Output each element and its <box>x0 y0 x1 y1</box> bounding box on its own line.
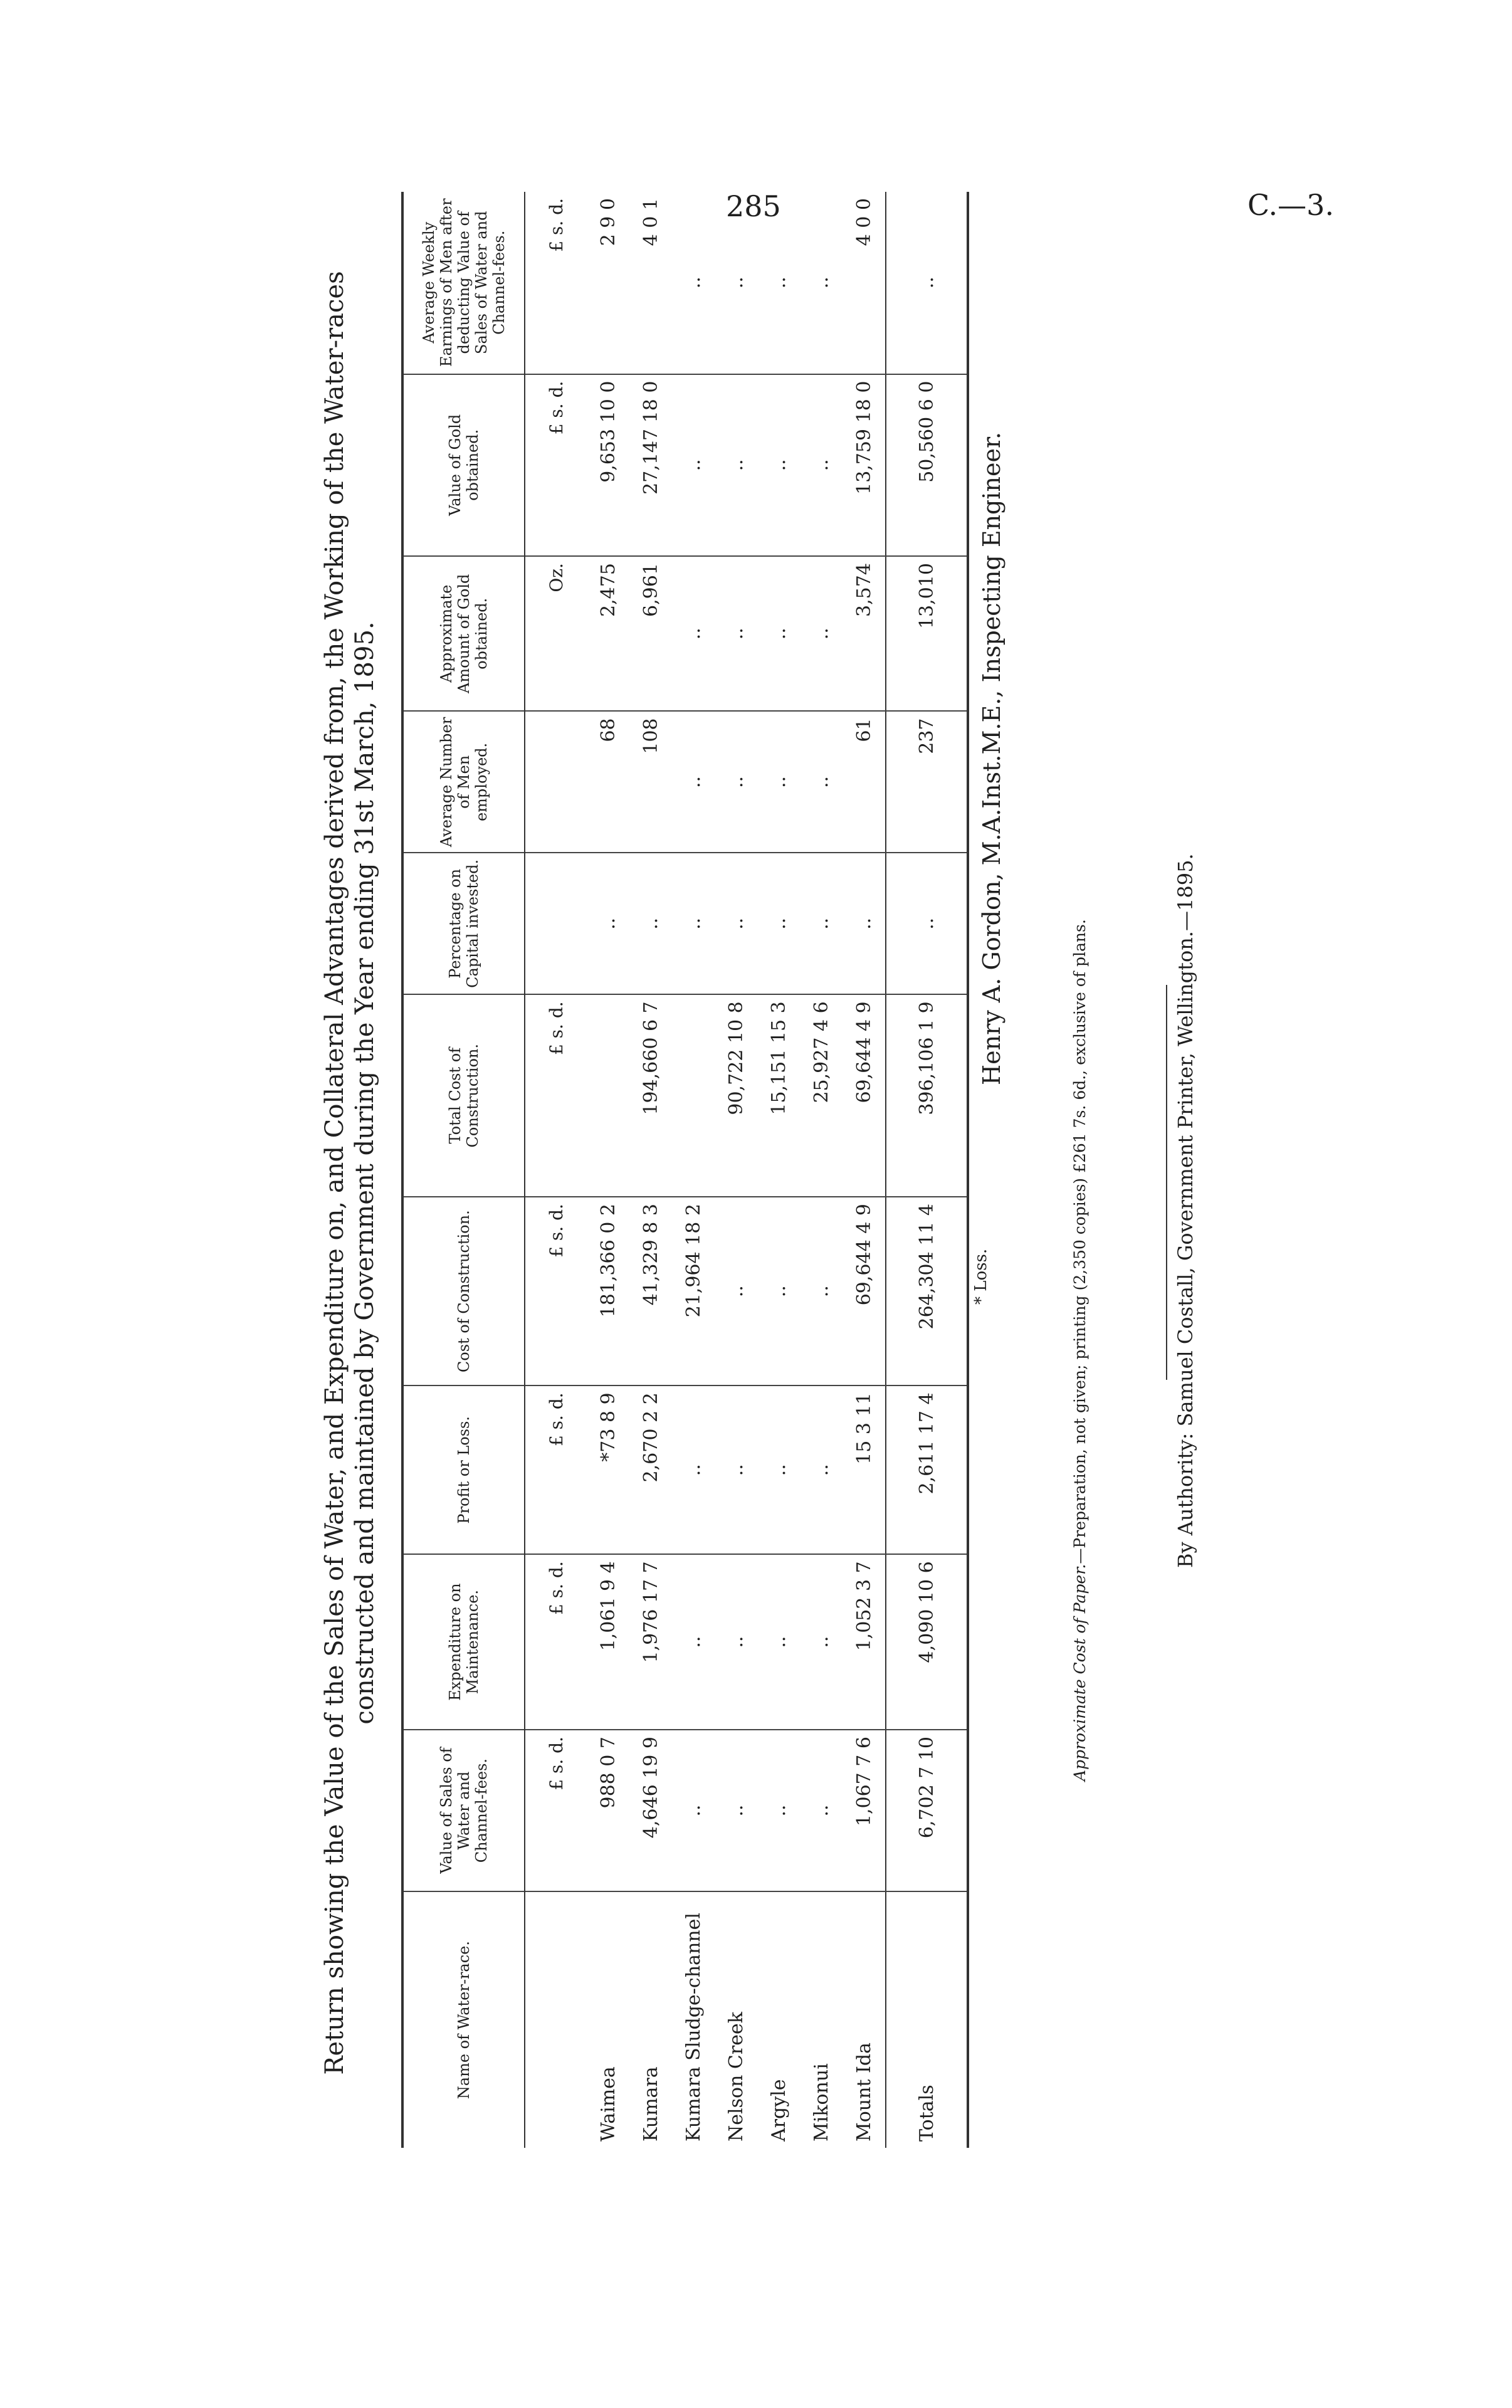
unit-cell: Oz. <box>525 556 587 711</box>
table-cell: .. <box>715 374 757 556</box>
signature: Henry A. Gordon, M.A.Inst.M.E., Inspecting Engineer. <box>978 431 1005 1085</box>
unit-cell <box>525 853 587 994</box>
totals-cell: 50,560 6 0 <box>886 374 968 556</box>
totals-cell: .. <box>886 192 968 374</box>
table-cell: .. <box>672 711 715 853</box>
table-cell: .. <box>715 711 757 853</box>
column-header: Name of Water-race. <box>402 1891 525 2148</box>
table-row <box>757 192 800 2148</box>
table-cell: .. <box>800 1554 843 1730</box>
table-cell: .. <box>587 853 629 994</box>
table-cell: 2,475 <box>587 556 629 711</box>
unit-cell: £ s. d. <box>525 192 587 374</box>
column-header: Value of Sales of Water and Channel-fees. <box>402 1730 525 1891</box>
table-cell: .. <box>800 192 843 374</box>
totals-cell: .. <box>886 853 968 994</box>
table-row <box>715 192 757 2148</box>
table-cell: .. <box>715 1730 757 1891</box>
unit-cell <box>525 711 587 853</box>
table-cell: .. <box>757 1385 800 1554</box>
table-cell: .. <box>800 1197 843 1385</box>
water-race-name: Mount Ida <box>853 2043 875 2142</box>
page-number: 285 <box>726 189 781 223</box>
table-cell: 4 0 1 <box>629 192 672 374</box>
table-cell: 25,927 4 6 <box>800 994 843 1197</box>
title-line-1: Return showing the Value of the Sales of Water, and Expenditure on, and Collateral Advantages derived from, the Working of the Water-races <box>320 271 349 2075</box>
return-title <box>320 201 380 2145</box>
table-cell: 69,644 4 9 <box>843 994 886 1197</box>
column-header: Total Cost of Construction. <box>402 994 525 1197</box>
cost-of-paper-text: —Preparation, not given; printing (2,350 copies) £261 7s. 6d., exclusive of plans. <box>1071 919 1089 1564</box>
water-races-table <box>401 192 969 2148</box>
table-cell: 15,151 15 3 <box>757 994 800 1197</box>
water-race-name: Waimea <box>597 2066 619 2142</box>
table-cell: .. <box>757 1197 800 1385</box>
table-cell: 2 9 0 <box>587 192 629 374</box>
table-cell: .. <box>800 556 843 711</box>
table-cell: .. <box>843 853 886 994</box>
totals-cell: 4,090 10 6 <box>886 1554 968 1730</box>
totals-label: Totals <box>886 1891 968 2148</box>
table-cell: .. <box>757 711 800 853</box>
unit-cell: £ s. d. <box>525 374 587 556</box>
printer-authority: By Authority: Samuel Costall, Government Printer, Wellington.—1895. <box>1173 853 1197 1568</box>
table-cell: .. <box>757 853 800 994</box>
water-race-name: Kumara <box>639 2066 662 2142</box>
table-row <box>587 192 629 2148</box>
unit-cell: £ s. d. <box>525 1197 587 1385</box>
table-cell: 27,147 18 0 <box>629 374 672 556</box>
document-code: C.—3. <box>1247 188 1335 222</box>
table-cell: 68 <box>587 711 629 853</box>
table-cell: 194,660 6 7 <box>629 994 672 1197</box>
table-cell: .. <box>757 556 800 711</box>
table-cell: .. <box>672 556 715 711</box>
table-cell: 21,964 18 2 <box>672 1197 715 1385</box>
table-cell <box>672 994 715 1197</box>
table-cell: *73 8 9 <box>587 1385 629 1554</box>
table-cell: 3,574 <box>843 556 886 711</box>
totals-cell: 2,611 17 4 <box>886 1385 968 1554</box>
units-row <box>525 192 587 2148</box>
totals-cell: 237 <box>886 711 968 853</box>
table-cell: .. <box>757 1730 800 1891</box>
table-cell: 4 0 0 <box>843 192 886 374</box>
column-header: Cost of Construction. <box>402 1197 525 1385</box>
table-cell: .. <box>672 1385 715 1554</box>
table-cell: .. <box>757 192 800 374</box>
table-cell: 988 0 7 <box>587 1730 629 1891</box>
totals-cell: 6,702 7 10 <box>886 1730 968 1891</box>
table-cell: 1,976 17 7 <box>629 1554 672 1730</box>
totals-cell: 264,304 11 4 <box>886 1197 968 1385</box>
table-cell: .. <box>757 1554 800 1730</box>
table-cell: 1,052 3 7 <box>843 1554 886 1730</box>
table-cell: 9,653 10 0 <box>587 374 629 556</box>
table-cell: .. <box>715 556 757 711</box>
table-cell: .. <box>800 1730 843 1891</box>
table-cell: .. <box>629 853 672 994</box>
authority-rule <box>1166 985 1167 1380</box>
column-header: Average Weekly Earnings of Men after deducting Value of Sales of Water and Channel-fees. <box>402 192 525 374</box>
table-cell: 90,722 10 8 <box>715 994 757 1197</box>
table-cell: 6,961 <box>629 556 672 711</box>
column-header: Value of Gold obtained. <box>402 374 525 556</box>
totals-cell: 396,106 1 9 <box>886 994 968 1197</box>
water-race-name: Kumara Sludge-channel <box>682 1913 705 2142</box>
table-cell: .. <box>800 1385 843 1554</box>
table-row <box>629 192 672 2148</box>
totals-cell: 13,010 <box>886 556 968 711</box>
table-cell: .. <box>672 1554 715 1730</box>
column-header: Profit or Loss. <box>402 1385 525 1554</box>
footnote: * Loss. <box>972 1248 990 1305</box>
totals-row <box>886 192 968 2148</box>
table-row <box>800 192 843 2148</box>
table-cell: .. <box>757 374 800 556</box>
table-cell: .. <box>672 1730 715 1891</box>
table-cell: .. <box>672 853 715 994</box>
table-cell: .. <box>672 192 715 374</box>
table-cell: 1,061 9 4 <box>587 1554 629 1730</box>
table-cell <box>587 994 629 1197</box>
unit-cell: £ s. d. <box>525 1554 587 1730</box>
table-cell: .. <box>800 374 843 556</box>
table-cell: 13,759 18 0 <box>843 374 886 556</box>
table-cell: .. <box>715 192 757 374</box>
table-cell: .. <box>715 853 757 994</box>
unit-cell: £ s. d. <box>525 1730 587 1891</box>
table-cell: 1,067 7 6 <box>843 1730 886 1891</box>
table-cell: 4,646 19 9 <box>629 1730 672 1891</box>
unit-cell <box>525 1891 587 2148</box>
table-cell: 41,329 8 3 <box>629 1197 672 1385</box>
table-cell: .. <box>800 853 843 994</box>
unit-cell: £ s. d. <box>525 1385 587 1554</box>
table-row <box>843 192 886 2148</box>
table-cell: 108 <box>629 711 672 853</box>
column-header: Average Number of Men employed. <box>402 711 525 853</box>
unit-cell: £ s. d. <box>525 994 587 1197</box>
table-cell: 15 3 11 <box>843 1385 886 1554</box>
column-header: Percentage on Capital invested. <box>402 853 525 994</box>
table-cell: .. <box>715 1197 757 1385</box>
water-race-name: Argyle <box>767 2079 790 2142</box>
header-row <box>402 192 525 2148</box>
cost-of-paper-label: Approximate Cost of Paper. <box>1071 1564 1089 1781</box>
table-cell: 69,644 4 9 <box>843 1197 886 1385</box>
column-header: Approximate Amount of Gold obtained. <box>402 556 525 711</box>
table-row <box>672 192 715 2148</box>
column-header: Expenditure on Maintenance. <box>402 1554 525 1730</box>
table-cell: .. <box>800 711 843 853</box>
title-line-2: constructed and maintained by Government during the Year ending 31st March, 1895. <box>350 621 379 1725</box>
table-body <box>525 192 968 2148</box>
water-race-name: Nelson Creek <box>725 2012 747 2142</box>
table-cell: .. <box>672 374 715 556</box>
table-cell: .. <box>715 1554 757 1730</box>
table-cell: .. <box>715 1385 757 1554</box>
table-cell: 181,366 0 2 <box>587 1197 629 1385</box>
table-cell: 2,670 2 2 <box>629 1385 672 1554</box>
table-cell: 61 <box>843 711 886 853</box>
cost-of-paper <box>1071 919 1089 1781</box>
water-race-name: Mikonui <box>810 2063 832 2142</box>
